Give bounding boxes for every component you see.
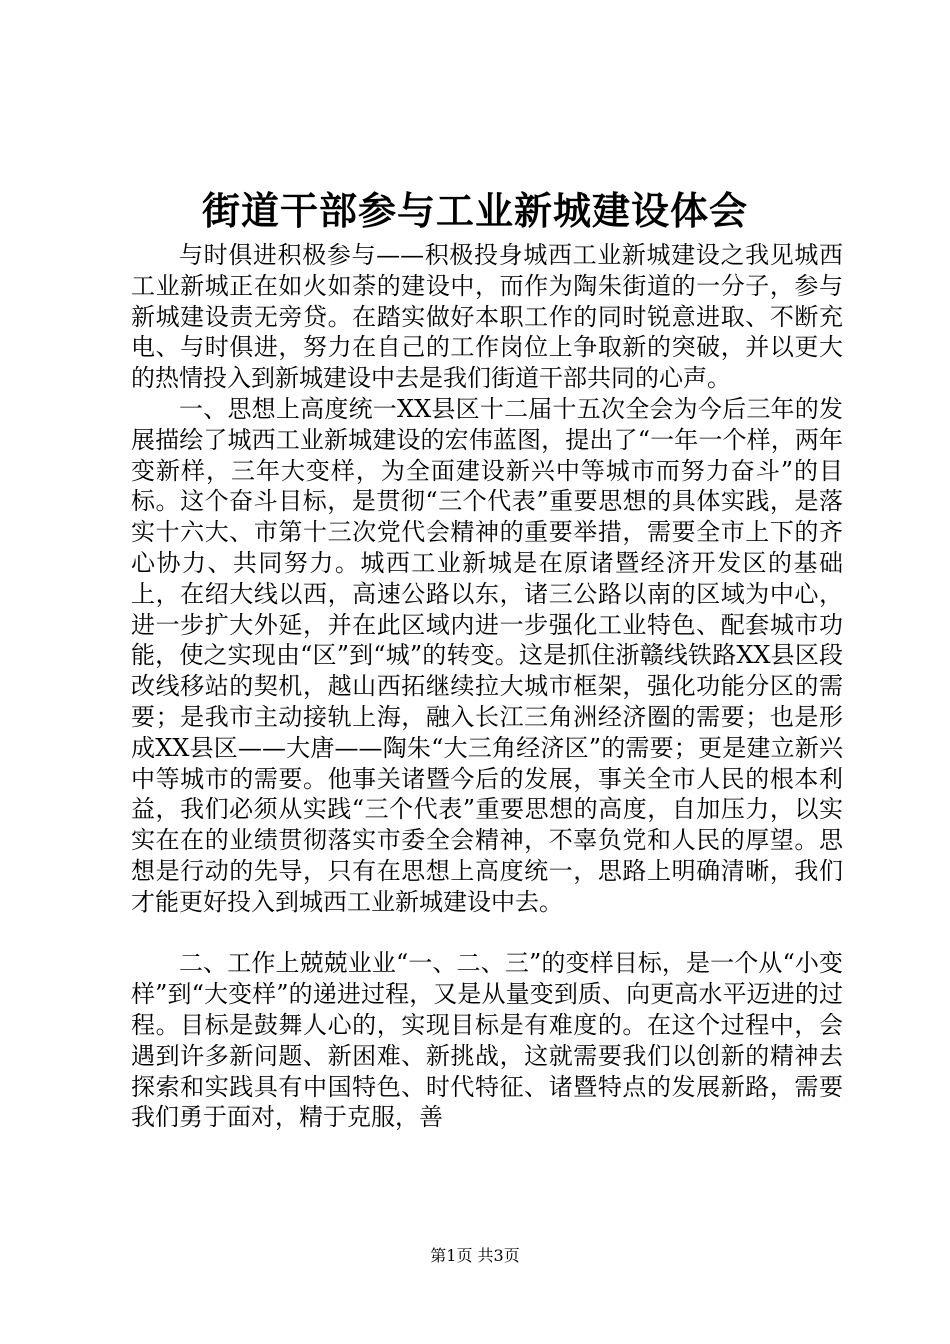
paragraph-section-one: 一、思想上高度统一XX县区十二届十五次全会为今后三年的发展描绘了城西工业新城建设的宏伟蓝图，提出了“一年一个样，两年变新样，三年大变样，为全面建设新兴中等城市而努力奋斗”的目标。这个奋斗目标，是贯彻“三个代表”重要思想的具体实践，是落实十六大、市第十三次党代会精神的重要举措，需要全市上下的齐心协力、共同努力。城西工业新城是在原诸暨经济开发区的基础上，在绍大线以西，高速公路以东，诸三公路以南的区域为中心，进一步扩大外延，并在此区域内进一步强化工业特色、配套城市功能，使之实现由“区”到“城”的转变。这是抓住浙赣线铁路XX县区段改线移站的契机，越山西拓继续拉大城市框架，强化功能分区的需要；是我市主动接轨上海，融入长江三角洲经济圈的需要；也是形成XX县区——大唐——陶朱“大三角经济区”的需要；更是建立新兴中等城市的需要。他事关诸暨今后的发展，事关全市人民的根本利益，我们必须从实践“三个代表”重要思想的高度，自加压力，以实实在在的业绩贯彻落实市委全会精神，不辜负党和人民的厚望。思想是行动的先导，只有在思想上高度统一，思路上明确清晰，我们才能更好投入到城西工业新城建设中去。 (131, 394, 843, 916)
page-footer: 第1页 共3页 (430, 1246, 520, 1265)
document-body (131, 240, 843, 1133)
paragraph-intro: 与时俱进积极参与——积极投身城西工业新城建设之我见城西工业新城正在如火如荼的建设中，而作为陶朱街道的一分子，参与新城建设责无旁贷。在踏实做好本职工作的同时锐意进取、不断充电、与时俱进，努力在自己的工作岗位上争取新的突破，并以更大的热情投入到新城建设中去是我们街道干部共同的心声。 (131, 241, 843, 393)
paragraph-spacer (131, 918, 843, 949)
document-title: 街道干部参与工业新城建设体会 (201, 188, 748, 233)
paragraph-section-two: 二、工作上兢兢业业“一、二、三”的变样目标，是一个从“小变样”到“大变样”的递进过程，又是从量变到质、向更高水平迈进的过程。目标是鼓舞人心的，实现目标是有难度的。在这个过程中，会遇到许多新问题、新困难、新挑战，这就需要我们以创新的精神去探索和实践具有中国特色、时代特征、诸暨特点的发展新路，需要我们勇于面对，精于克服，善 (131, 949, 843, 1132)
